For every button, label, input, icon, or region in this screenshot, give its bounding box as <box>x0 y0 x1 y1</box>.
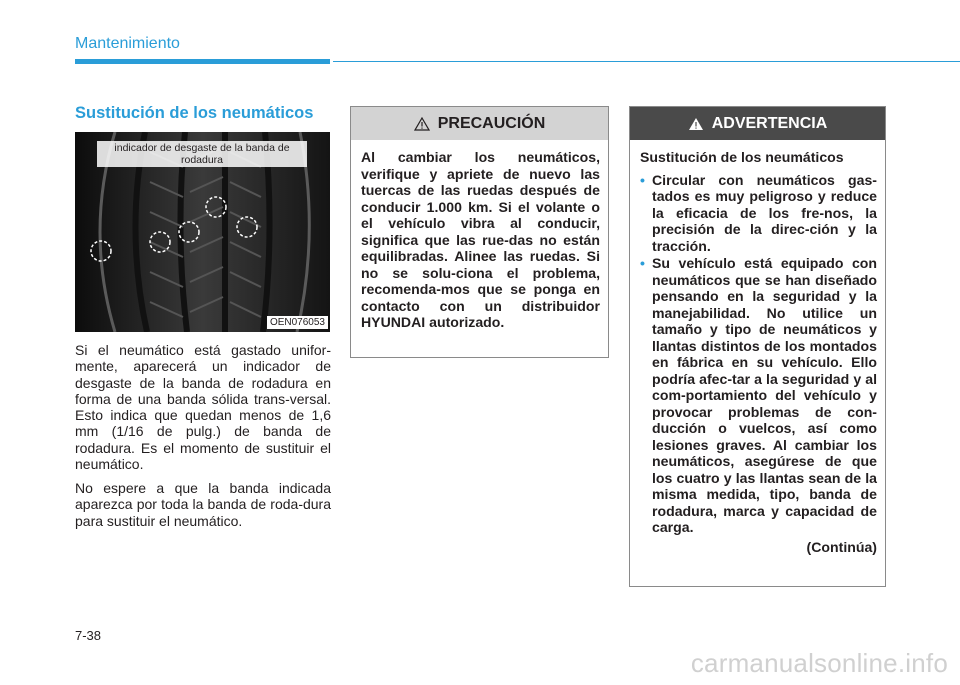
tire-figure <box>75 132 330 332</box>
warning-item-text: Circular con neumáticos gas-tados es muy peligroso y reduce la eficacia de los fre-nos, la precisión de la direc-ción y la tracción. <box>652 171 877 254</box>
body-paragraph-1: Si el neumático está gastado unifor-mente, aparecerá un indicador de desgaste de la banda de rodadura en forma de una banda sólida trans-versal. Esto indica que quedan menos de 1,6 mm (1/16 de pulg.) de banda de rodadura. Es el momento de sustituir el neumático. <box>75 342 331 473</box>
body-paragraph-2: No espere a que la banda indicada aparezca por toda la banda de roda-dura para sustituir el neumático. <box>75 480 331 529</box>
bullet-icon: • <box>640 171 645 188</box>
bullet-icon: • <box>640 255 645 271</box>
warning-subtitle: Sustitución de los neumáticos <box>640 149 844 165</box>
warning-body <box>630 140 885 555</box>
warning-item <box>640 172 877 255</box>
warning-item <box>640 255 877 536</box>
section-title: Mantenimiento <box>75 35 180 52</box>
warning-triangle-icon <box>688 117 704 131</box>
caution-text: Al cambiar los neumáticos, verifique y apriete de nuevo las tuercas de las ruedas después de conducir 1.000 km. Si el volante o el vehículo vibra al conducir, significa que las rue-das no están equilibradas. Alinee las ruedas. Si no se solu-ciona el problema, recomenda-mos que se ponga en contacto con un distribuidor HYUNDAI autorizado. <box>361 149 600 330</box>
header-rule-thin <box>333 61 960 62</box>
warning-list <box>640 172 877 536</box>
warning-header <box>630 107 885 140</box>
figure-label: indicador de desgaste de la banda de rodadura <box>97 141 307 167</box>
continued-label: (Continúa) <box>806 538 877 555</box>
caution-header <box>351 107 608 140</box>
page-heading: Sustitución de los neumáticos <box>75 104 314 122</box>
warning-title: ADVERTENCIA <box>711 114 828 132</box>
warning-triangle-outline-icon <box>414 117 430 131</box>
page-number: 7-38 <box>75 628 102 643</box>
warning-box <box>629 106 886 587</box>
watermark: carmanualsonline.info <box>690 648 948 678</box>
caution-title: PRECAUCIÓN <box>437 114 546 132</box>
warning-item-text: Su vehículo está equipado con neumáticos que se han diseñado pensando en la seguridad y la manejabilidad. No utilice un tamaño y tipo de neumáticos y llantas distintos de los montados en fábrica en su vehículo. Ello podría afec-tar a la seguridad y al com-portamiento del vehículo y provocar problemas de con-ducción o vuelcos, así como lesiones graves. Al cambiar los neumáticos, asegúrese de que los cuatro y las llantas sean de la misma medida, tipo, banda de rodadura, marca y capacidad de carga. <box>652 255 877 535</box>
figure-code: OEN076053 <box>267 316 328 329</box>
header-rule-thick <box>75 59 330 64</box>
caution-box <box>350 106 609 358</box>
